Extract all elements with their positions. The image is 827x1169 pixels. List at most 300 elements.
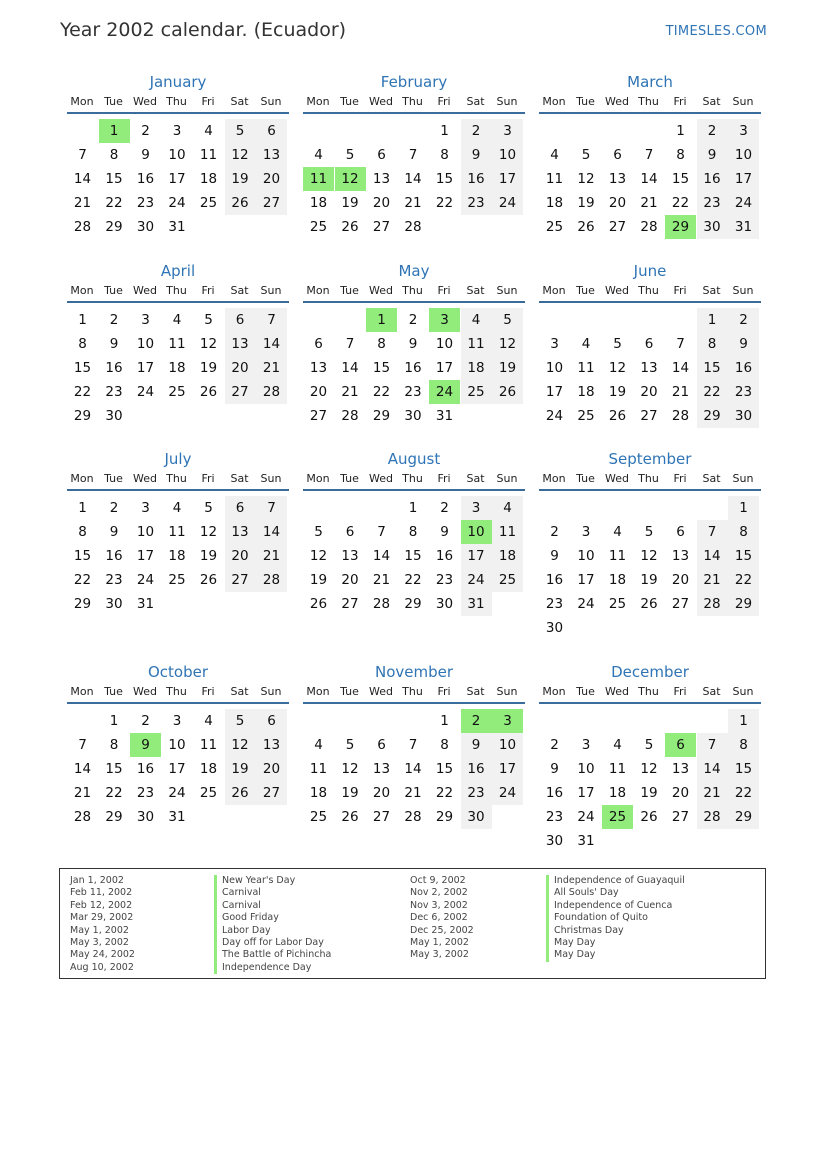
weekday-label: Thu (402, 472, 423, 485)
legend-date: Nov 2, 2002 (410, 887, 468, 899)
weekday-label: Sat (466, 95, 485, 108)
legend-holiday-name: Independence Day (214, 962, 331, 974)
day-cell: 5 (225, 709, 256, 733)
weekday-header (539, 281, 761, 303)
day-cell: 16 (461, 167, 492, 191)
day-cell: 10 (545, 360, 564, 376)
day-cell: 26 (309, 596, 328, 612)
weekday-label: Wed (605, 95, 629, 108)
day-cell: 19 (199, 548, 218, 564)
weekday-label: Thu (166, 95, 187, 108)
weekday-label: Sat (466, 685, 485, 698)
day-cell: 19 (640, 785, 658, 801)
day-cell: 6 (345, 524, 355, 540)
month-october (67, 662, 289, 848)
weekday-label: Sat (230, 95, 249, 108)
day-cell: 10 (492, 143, 523, 167)
day-cell: 15 (73, 548, 92, 564)
day-grid (67, 303, 289, 447)
month-june (539, 261, 761, 447)
weekday-label: Sat (702, 472, 721, 485)
day-cell: 24 (168, 195, 186, 211)
day-cell: 19 (309, 572, 328, 588)
day-cell: 8 (676, 147, 685, 163)
weekday-label: Fri (437, 472, 451, 485)
day-cell: 8 (728, 520, 759, 544)
legend-date: Jan 1, 2002 (70, 875, 124, 886)
day-cell: 25 (608, 596, 627, 612)
weekday-label: Mon (542, 95, 566, 108)
legend-date: May 1, 2002 (410, 936, 469, 948)
weekday-label: Fri (201, 685, 215, 698)
day-cell: 29 (73, 596, 92, 612)
day-cell: 13 (256, 143, 287, 167)
day-cell: 21 (640, 195, 658, 211)
page-title: Year 2002 calendar. (Ecuador) (60, 19, 347, 41)
day-cell: 12 (199, 524, 218, 540)
weekday-label: Sun (260, 284, 282, 297)
day-cell: 28 (404, 219, 422, 235)
day-cell: 30 (105, 408, 123, 424)
day-grid (539, 114, 761, 258)
day-cell: 16 (545, 785, 564, 801)
weekday-label: Mon (70, 95, 94, 108)
day-cell: 29 (435, 809, 454, 825)
day-cell: 19 (341, 785, 359, 801)
weekday-label: Thu (402, 95, 423, 108)
weekday-label: Fri (437, 284, 451, 297)
day-cell: 10 (577, 761, 595, 777)
day-cell: 11 (461, 332, 492, 356)
weekday-label: Mon (306, 472, 330, 485)
day-cell: 22 (697, 380, 728, 404)
day-cell: 10 (136, 524, 155, 540)
day-cell: 5 (581, 147, 591, 163)
weekday-label: Sat (702, 95, 721, 108)
day-cell: 30 (435, 596, 454, 612)
day-cell: 23 (728, 380, 759, 404)
day-cell: 31 (728, 215, 759, 239)
day-cell: 20 (256, 167, 287, 191)
day-cell: 7 (256, 496, 287, 520)
day-cell: 20 (640, 384, 658, 400)
day-cell: 10 (492, 733, 523, 757)
month-january (67, 72, 289, 258)
day-cell: 1 (78, 500, 87, 516)
weekday-label: Wed (369, 685, 393, 698)
legend-holiday-name: Independence of Guayaquil (546, 875, 685, 887)
day-cell: 29 (728, 592, 759, 616)
holiday-day-cell: 6 (665, 733, 696, 757)
day-cell: 19 (608, 384, 627, 400)
day-cell: 9 (109, 524, 119, 540)
weekday-label: Sat (466, 472, 485, 485)
holiday-day-cell: 2 (461, 709, 492, 733)
day-cell: 6 (676, 524, 685, 540)
holiday-day-cell: 3 (429, 308, 460, 332)
day-cell: 31 (168, 219, 186, 235)
weekday-label: Fri (673, 284, 687, 297)
day-cell: 18 (608, 785, 627, 801)
day-cell: 26 (225, 781, 256, 805)
day-cell: 25 (168, 572, 186, 588)
day-cell: 5 (345, 737, 355, 753)
day-cell: 14 (697, 757, 728, 781)
day-cell: 8 (109, 737, 119, 753)
day-cell: 21 (372, 572, 391, 588)
month-april (67, 261, 289, 447)
month-name: February (380, 73, 448, 91)
day-cell: 15 (728, 544, 759, 568)
day-cell: 14 (404, 761, 422, 777)
month-name: May (398, 262, 430, 280)
weekday-label: Wed (369, 95, 393, 108)
weekday-label: Tue (576, 472, 595, 485)
legend-right-dates (410, 875, 474, 962)
day-cell: 27 (372, 219, 391, 235)
day-cell: 8 (440, 147, 449, 163)
day-cell: 30 (136, 219, 155, 235)
day-cell: 1 (728, 709, 759, 733)
day-cell: 7 (697, 520, 728, 544)
day-cell: 15 (435, 761, 454, 777)
day-cell: 25 (309, 219, 328, 235)
weekday-label: Thu (166, 472, 187, 485)
legend-holiday-name: Foundation of Quito (546, 912, 685, 924)
day-cell: 11 (168, 524, 186, 540)
day-cell: 8 (728, 733, 759, 757)
brand-link[interactable]: TIMESLES.COM (665, 24, 767, 39)
weekday-label: Tue (104, 95, 123, 108)
day-cell: 27 (671, 596, 690, 612)
day-cell: 18 (461, 356, 492, 380)
day-cell: 28 (73, 219, 92, 235)
day-cell: 1 (728, 496, 759, 520)
weekday-header (539, 682, 761, 704)
day-cell: 18 (199, 761, 218, 777)
weekday-label: Wed (133, 284, 157, 297)
day-cell: 22 (73, 384, 92, 400)
day-cell: 21 (404, 785, 422, 801)
day-cell: 2 (141, 123, 150, 139)
weekday-label: Fri (437, 95, 451, 108)
day-cell: 2 (550, 524, 559, 540)
day-cell: 29 (728, 805, 759, 829)
month-name: September (608, 450, 692, 468)
day-cell: 17 (492, 167, 523, 191)
day-cell: 7 (697, 733, 728, 757)
day-cell: 26 (640, 596, 658, 612)
day-cell: 7 (78, 737, 87, 753)
holiday-day-cell: 1 (99, 119, 130, 143)
day-cell: 6 (256, 709, 287, 733)
day-cell: 14 (256, 332, 287, 356)
month-may (303, 261, 525, 447)
day-cell: 3 (172, 123, 182, 139)
day-cell: 6 (613, 147, 622, 163)
day-cell: 15 (404, 548, 422, 564)
day-cell: 28 (256, 568, 287, 592)
day-cell: 5 (644, 737, 654, 753)
day-cell: 22 (728, 781, 759, 805)
day-cell: 4 (172, 500, 182, 516)
day-cell: 5 (225, 119, 256, 143)
weekday-label: Sun (496, 95, 518, 108)
day-cell: 18 (492, 544, 523, 568)
weekday-label: Sun (732, 685, 754, 698)
day-cell: 22 (671, 195, 690, 211)
day-cell: 29 (73, 408, 92, 424)
day-cell: 2 (141, 713, 150, 729)
weekday-label: Tue (340, 685, 359, 698)
day-cell: 4 (613, 737, 622, 753)
weekday-label: Mon (306, 95, 330, 108)
day-cell: 15 (697, 356, 728, 380)
holiday-day-cell: 11 (303, 167, 334, 191)
day-cell: 14 (697, 544, 728, 568)
day-cell: 19 (225, 167, 256, 191)
day-cell: 3 (141, 312, 150, 328)
day-cell: 13 (225, 332, 256, 356)
day-cell: 29 (105, 809, 123, 825)
weekday-label: Wed (605, 685, 629, 698)
day-cell: 20 (225, 356, 256, 380)
day-cell: 31 (136, 596, 155, 612)
day-cell: 13 (309, 360, 328, 376)
weekday-label: Fri (201, 472, 215, 485)
day-cell: 5 (613, 336, 622, 352)
day-cell: 23 (136, 785, 155, 801)
day-cell: 3 (492, 119, 523, 143)
month-name: August (387, 450, 441, 468)
day-cell: 20 (341, 572, 359, 588)
weekday-label: Wed (133, 95, 157, 108)
day-cell: 20 (256, 757, 287, 781)
day-cell: 5 (204, 500, 213, 516)
day-cell: 25 (199, 195, 218, 211)
day-cell: 14 (671, 360, 690, 376)
day-cell: 29 (404, 596, 422, 612)
day-cell: 24 (577, 596, 595, 612)
day-cell: 26 (640, 809, 658, 825)
holiday-day-cell: 24 (429, 380, 460, 404)
day-cell: 22 (105, 195, 123, 211)
day-cell: 26 (199, 572, 218, 588)
weekday-label: Sun (732, 95, 754, 108)
holiday-day-cell: 10 (461, 520, 492, 544)
day-cell: 3 (728, 119, 759, 143)
weekday-label: Sun (496, 685, 518, 698)
weekday-label: Mon (542, 472, 566, 485)
day-cell: 31 (461, 592, 492, 616)
day-cell: 21 (671, 384, 690, 400)
weekday-label: Sat (230, 685, 249, 698)
day-cell: 27 (225, 380, 256, 404)
day-cell: 24 (136, 384, 155, 400)
day-cell: 23 (404, 384, 422, 400)
day-cell: 26 (492, 380, 523, 404)
day-cell: 25 (577, 408, 595, 424)
weekday-label: Thu (166, 685, 187, 698)
day-cell: 19 (225, 757, 256, 781)
legend-date: Mar 29, 2002 (70, 912, 134, 924)
month-december (539, 662, 761, 848)
day-cell: 12 (608, 360, 627, 376)
day-cell: 8 (78, 524, 87, 540)
day-cell: 16 (545, 572, 564, 588)
legend-date: May 3, 2002 (70, 936, 129, 948)
weekday-label: Sat (702, 685, 721, 698)
weekday-header (303, 281, 525, 303)
weekday-label: Tue (576, 284, 595, 297)
day-cell: 2 (408, 312, 418, 328)
day-cell: 31 (435, 408, 454, 424)
day-cell: 8 (377, 336, 386, 352)
day-cell: 23 (697, 191, 728, 215)
day-cell: 8 (697, 332, 728, 356)
weekday-header (539, 469, 761, 491)
day-cell: 30 (545, 833, 564, 849)
weekday-header (67, 469, 289, 491)
day-grid (67, 704, 289, 848)
day-cell: 21 (73, 785, 92, 801)
weekday-label: Wed (133, 685, 157, 698)
day-cell: 30 (461, 805, 492, 829)
day-cell: 21 (256, 356, 287, 380)
day-cell: 30 (105, 596, 123, 612)
day-cell: 12 (640, 761, 658, 777)
day-cell: 29 (697, 404, 728, 428)
day-cell: 15 (435, 171, 454, 187)
day-cell: 11 (199, 737, 218, 753)
day-cell: 9 (697, 143, 728, 167)
weekday-label: Mon (70, 685, 94, 698)
day-cell: 12 (577, 171, 595, 187)
legend-date: May 1, 2002 (70, 924, 129, 936)
day-cell: 2 (109, 312, 119, 328)
day-cell: 20 (608, 195, 627, 211)
day-grid (303, 491, 525, 635)
day-cell: 16 (105, 360, 123, 376)
weekday-label: Tue (576, 685, 595, 698)
day-cell: 12 (492, 332, 523, 356)
day-cell: 21 (404, 195, 422, 211)
day-cell: 24 (492, 781, 523, 805)
legend-holiday-name: New Year's Day (214, 875, 331, 887)
weekday-label: Mon (542, 284, 566, 297)
day-cell: 28 (697, 592, 728, 616)
day-cell: 2 (697, 119, 728, 143)
day-cell: 6 (225, 496, 256, 520)
weekday-label: Sun (496, 284, 518, 297)
day-cell: 1 (78, 312, 87, 328)
day-cell: 13 (341, 548, 359, 564)
day-cell: 24 (492, 191, 523, 215)
day-cell: 6 (377, 147, 386, 163)
day-cell: 12 (341, 761, 359, 777)
weekday-label: Tue (340, 95, 359, 108)
legend-date: Nov 3, 2002 (410, 899, 468, 911)
day-cell: 31 (168, 809, 186, 825)
day-cell: 19 (199, 360, 218, 376)
day-cell: 10 (168, 737, 186, 753)
day-cell: 8 (440, 737, 449, 753)
day-cell: 30 (404, 408, 422, 424)
holiday-day-cell: 9 (130, 733, 161, 757)
weekday-label: Tue (104, 284, 123, 297)
day-cell: 18 (608, 572, 627, 588)
weekday-header (303, 469, 525, 491)
day-cell: 26 (225, 191, 256, 215)
weekday-label: Wed (133, 472, 157, 485)
day-cell: 28 (404, 809, 422, 825)
legend-left-dates (70, 875, 135, 974)
day-cell: 17 (577, 785, 595, 801)
day-cell: 17 (168, 171, 186, 187)
legend-holiday-name: Labor Day (214, 925, 331, 937)
day-cell: 28 (671, 408, 690, 424)
weekday-label: Mon (306, 685, 330, 698)
holiday-legend (59, 868, 766, 979)
month-august (303, 449, 525, 635)
weekday-header (303, 92, 525, 114)
day-cell: 30 (728, 404, 759, 428)
day-cell: 21 (256, 544, 287, 568)
day-cell: 11 (545, 171, 564, 187)
day-cell: 12 (640, 548, 658, 564)
day-cell: 15 (73, 360, 92, 376)
day-cell: 25 (168, 384, 186, 400)
day-cell: 27 (671, 809, 690, 825)
day-cell: 3 (461, 496, 492, 520)
day-cell: 13 (372, 171, 391, 187)
day-cell: 24 (461, 568, 492, 592)
day-cell: 30 (136, 809, 155, 825)
legend-holiday-name: Independence of Cuenca (546, 900, 685, 912)
day-cell: 13 (256, 733, 287, 757)
day-cell: 28 (73, 809, 92, 825)
month-name: June (633, 262, 667, 280)
day-cell: 13 (608, 171, 627, 187)
day-cell: 11 (492, 520, 523, 544)
day-cell: 4 (204, 713, 213, 729)
day-cell: 17 (492, 757, 523, 781)
day-cell: 4 (550, 147, 559, 163)
day-cell: 1 (440, 713, 449, 729)
day-cell: 11 (608, 761, 627, 777)
day-cell: 27 (256, 191, 287, 215)
day-grid (67, 114, 289, 258)
day-cell: 1 (408, 500, 418, 516)
day-cell: 18 (168, 548, 186, 564)
weekday-label: Tue (104, 685, 123, 698)
legend-left-names (214, 875, 331, 974)
day-cell: 7 (377, 524, 386, 540)
weekday-label: Tue (576, 95, 595, 108)
day-cell: 25 (309, 809, 328, 825)
month-september (539, 449, 761, 635)
day-grid (303, 114, 525, 258)
day-grid (303, 704, 525, 848)
month-name: July (164, 450, 192, 468)
weekday-label: Tue (104, 472, 123, 485)
day-cell: 4 (204, 123, 213, 139)
day-cell: 22 (73, 572, 92, 588)
day-cell: 16 (105, 548, 123, 564)
day-cell: 20 (225, 544, 256, 568)
day-cell: 23 (461, 191, 492, 215)
day-cell: 26 (577, 219, 595, 235)
